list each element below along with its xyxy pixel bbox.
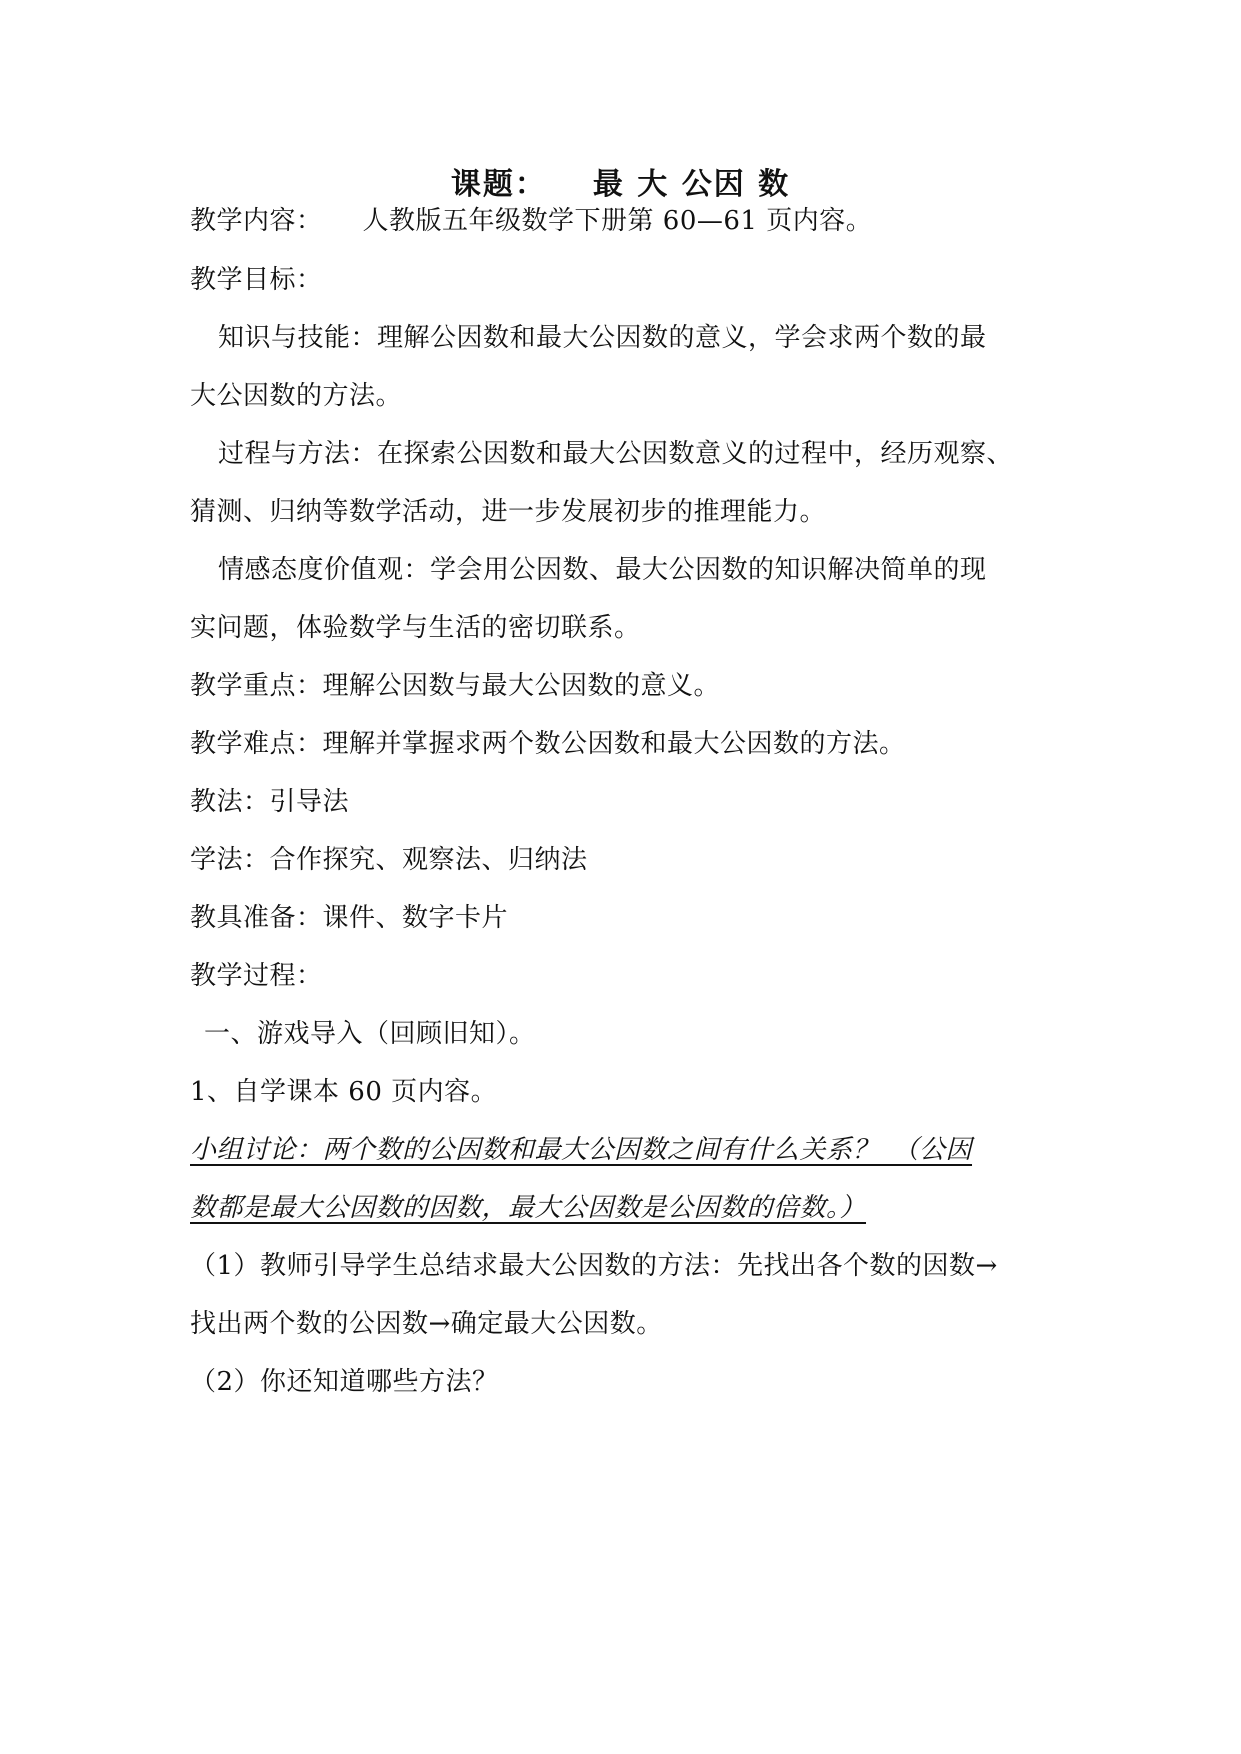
self-study-line: 1、自学课本 60 页内容。 [190, 1077, 498, 1107]
goal-process-line1: 过程与方法：在探索公因数和最大公因数意义的过程中，经历观察、 [218, 439, 1014, 469]
goal-knowledge-line2: 大公因数的方法。 [190, 381, 403, 411]
step-one-line2: 找出两个数的公因数→确定最大公因数。 [190, 1309, 663, 1339]
teaching-content-label: 教学内容： [190, 206, 323, 236]
teaching-goals-heading: 教学目标： [190, 265, 323, 295]
key-point-line: 教学重点：理解公因数与最大公因数的意义。 [190, 671, 721, 701]
step-two-line: （2）你还知道哪些方法？ [190, 1367, 499, 1397]
teaching-process-heading: 教学过程： [190, 961, 323, 991]
goal-attitude-line2: 实问题，体验数学与生活的密切联系。 [190, 613, 641, 643]
title-label: 课题： [450, 167, 547, 202]
group-discussion-line1 [190, 1128, 1060, 1172]
goal-attitude-line1: 情感态度价值观：学会用公因数、最大公因数的知识解决简单的现 [218, 555, 987, 585]
group-discussion-line2 [190, 1186, 1060, 1230]
goal-knowledge-line1: 知识与技能：理解公因数和最大公因数的意义，学会求两个数的最 [218, 323, 987, 353]
teaching-content-line [190, 199, 1060, 243]
goal-process-line2: 猜测、归纳等数学活动，进一步发展初步的推理能力。 [190, 497, 827, 527]
title-text: 最 大 公因 数 [592, 167, 791, 202]
teaching-aids-line: 教具准备：课件、数字卡片 [190, 903, 509, 933]
step-one-line1: （1）教师引导学生总结求最大公因数的方法：先找出各个数的因数→ [190, 1251, 998, 1281]
section-one-heading: 一、游戏导入（回顾旧知）。 [204, 1019, 536, 1049]
group-discussion-text2: 数都是最大公因数的因数，最大公因数是公因数的倍数。） [190, 1193, 867, 1223]
difficult-point-line: 教学难点：理解并掌握求两个数公因数和最大公因数的方法。 [190, 729, 906, 759]
teaching-content-text: 人教版五年级数学下册第 60—61 页内容。 [362, 206, 873, 236]
teaching-method-line: 教法：引导法 [190, 787, 350, 817]
learning-method-line: 学法：合作探究、观察法、归纳法 [190, 845, 588, 875]
group-discussion-text1: 小组讨论：两个数的公因数和最大公因数之间有什么关系？ （公因 [190, 1135, 973, 1165]
